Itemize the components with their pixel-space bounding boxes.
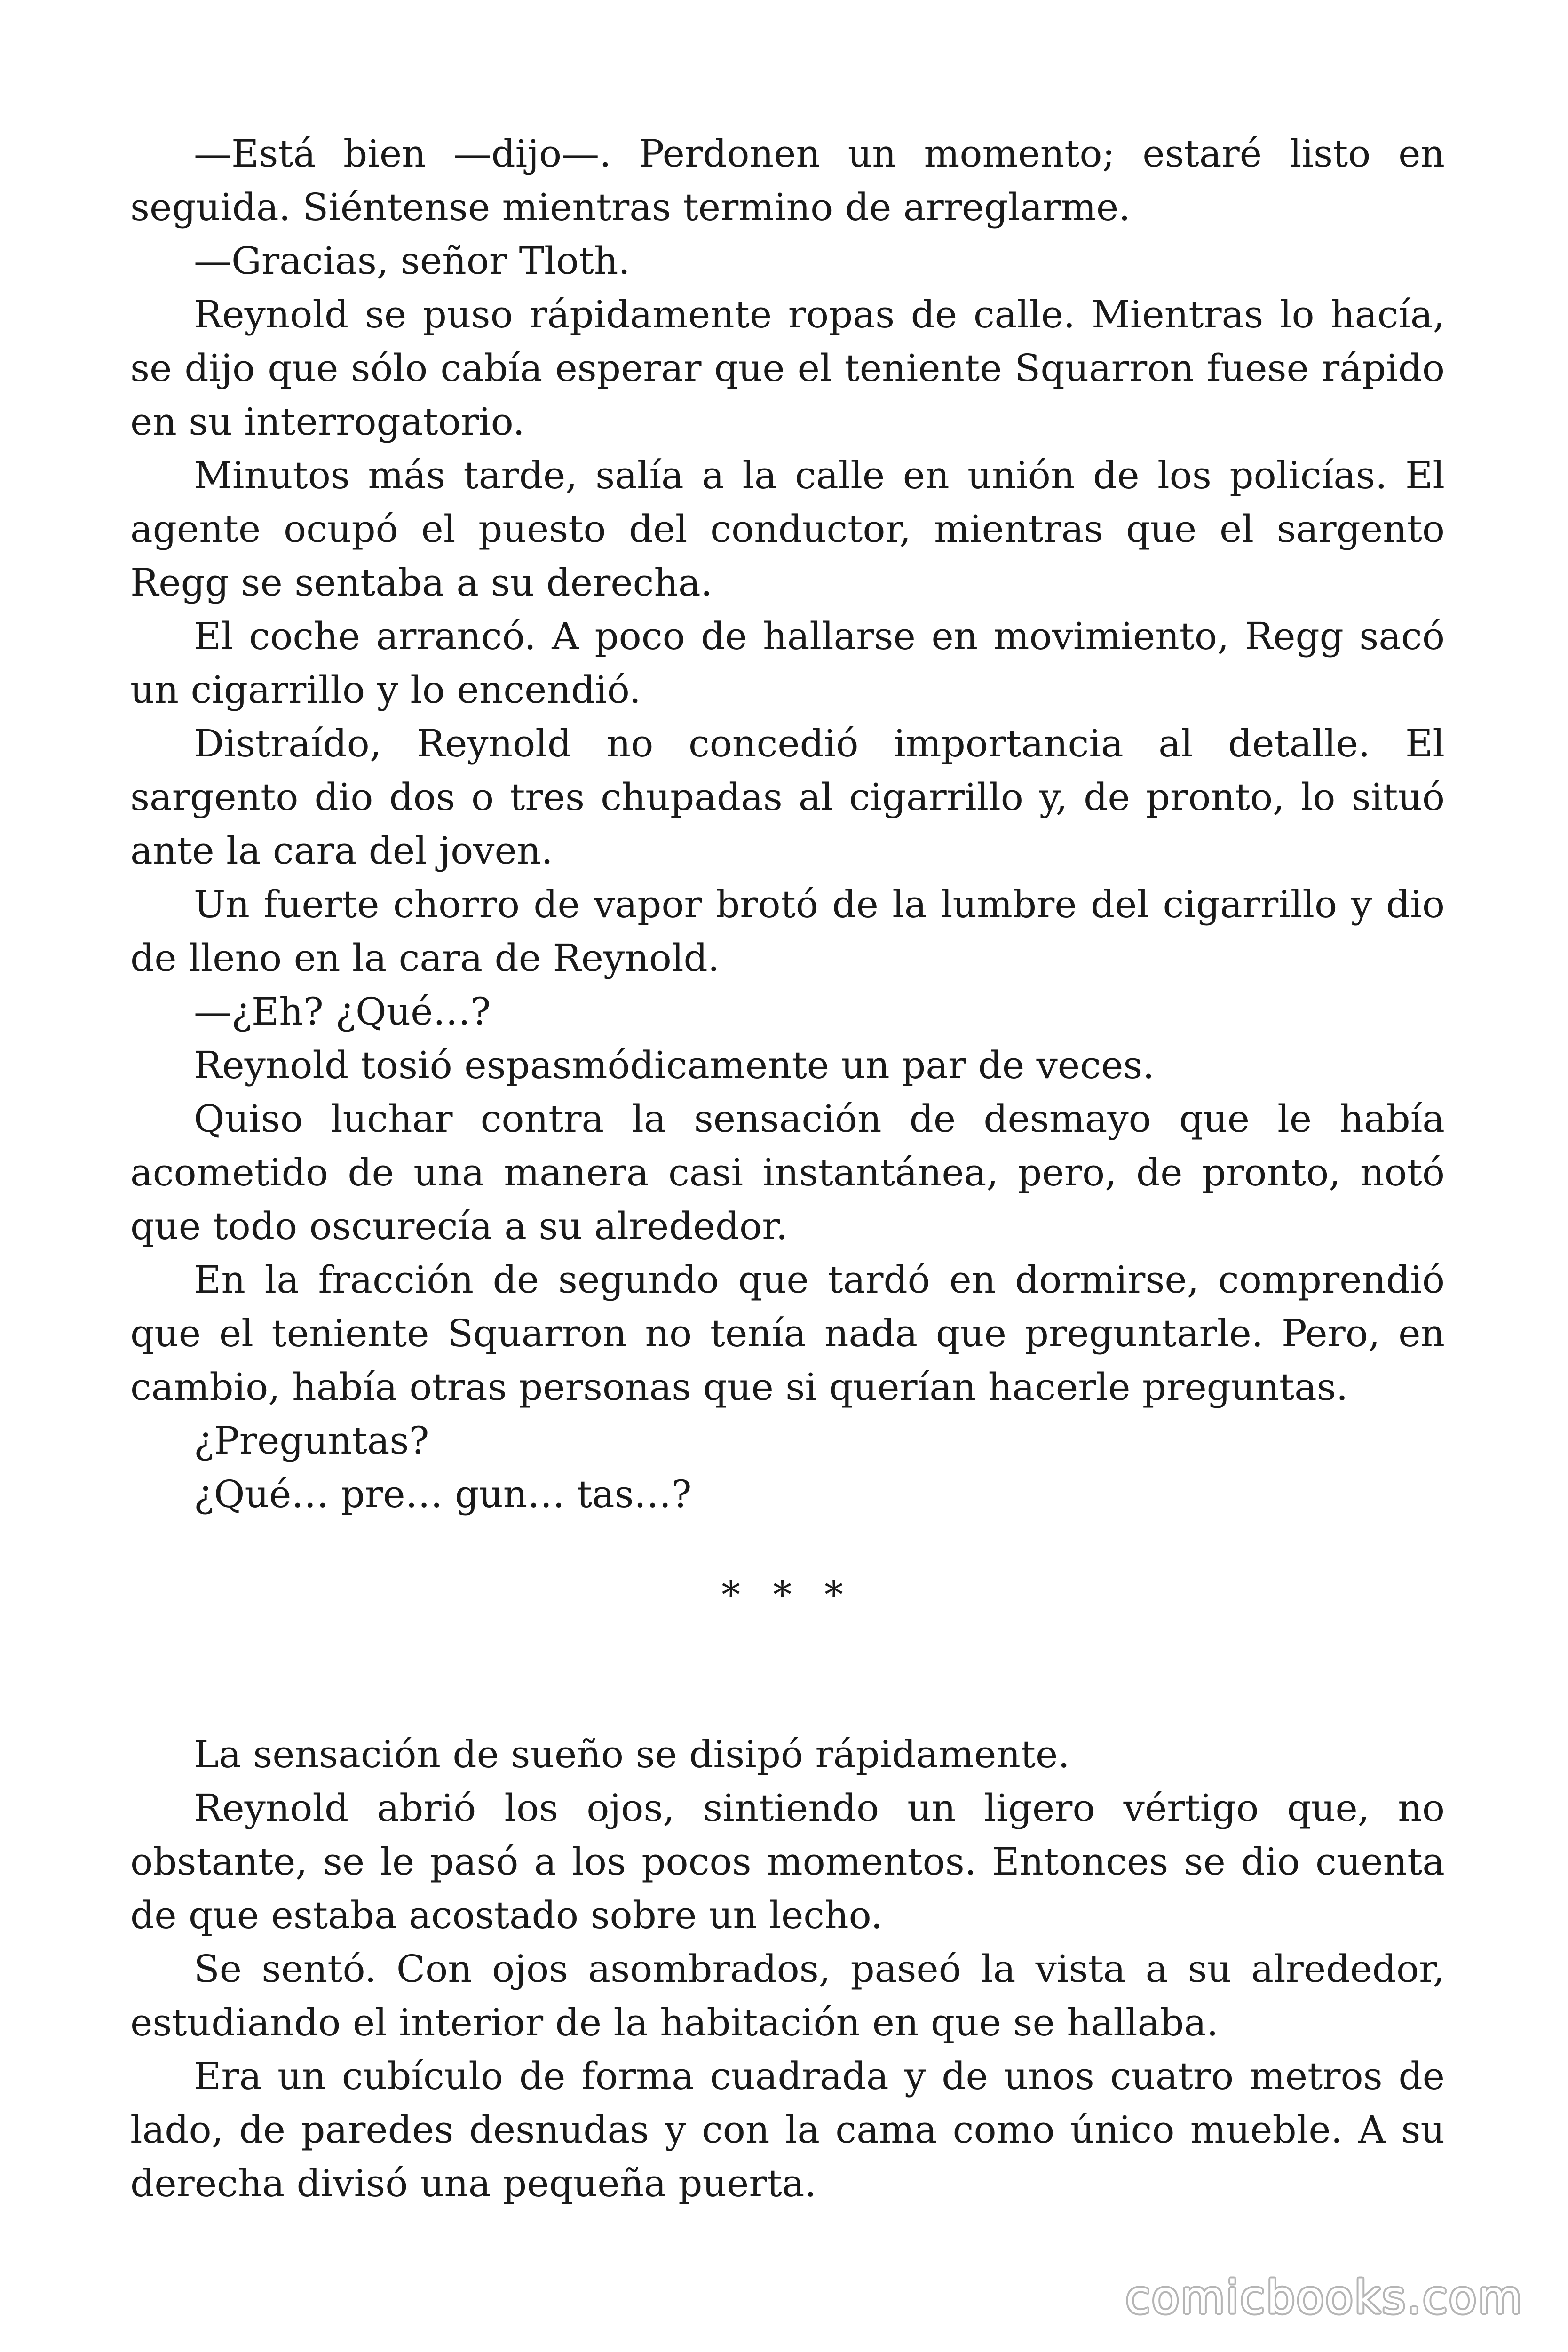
paragraph: Un fuerte chorro de vapor brotó de la lumbre del cigarrillo y dio de lleno en la cara de Reynold. (130, 882, 1445, 980)
page-body (130, 127, 1445, 2210)
paragraph: Reynold tosió espasmódicamente un par de veces. (194, 1043, 1155, 1087)
paragraph: Reynold se puso rápidamente ropas de calle. Mientras lo hacía, se dijo que sólo cabía esperar que el teniente Squarron fuese rápido en su interrogatorio. (130, 293, 1445, 444)
paragraph: —¿Eh? ¿Qué…? (194, 990, 491, 1033)
watermark-logo: comicbooks.com (1125, 2271, 1523, 2324)
paragraph: Quiso luchar contra la sensación de desmayo que le había acometido de una manera casi instantánea, pero, de pronto, notó que todo oscurecía a su alrededor. (130, 1097, 1445, 1248)
paragraph: —Gracias, señor Tloth. (194, 239, 630, 283)
paragraph: Se sentó. Con ojos asombrados, paseó la vista a su alrededor, estudiando el interior de la habitación en que se hallaba. (130, 1947, 1445, 2044)
section-separator: * * * (721, 1573, 854, 1617)
paragraph: La sensación de sueño se disipó rápidamente. (194, 1732, 1070, 1776)
paragraph: En la fracción de segundo que tardó en dormirse, comprendió que el teniente Squarron no tenía nada que preguntarle. Pero, en cambio, había otras personas que si querían hacerle preguntas. (130, 1258, 1445, 1409)
paragraph: Minutos más tarde, salía a la calle en unión de los policías. El agente ocupó el puesto del conductor, mientras que el sargento Regg se sentaba a su derecha. (130, 453, 1445, 604)
paragraph: ¿Preguntas? (194, 1419, 429, 1462)
paragraph: Era un cubículo de forma cuadrada y de unos cuatro metros de lado, de paredes desnudas y con la cama como único mueble. A su derecha divisó una pequeña puerta. (130, 2054, 1445, 2205)
paragraph: —Está bien —dijo—. Perdonen un momento; estaré listo en seguida. Siéntense mientras termino de arreglarme. (130, 132, 1445, 229)
paragraph: ¿Qué… pre… gun… tas…? (194, 1472, 692, 1516)
paragraph: Distraído, Reynold no concedió importancia al detalle. El sargento dio dos o tres chupadas al cigarrillo y, de pronto, lo situó ante la cara del joven. (130, 722, 1445, 873)
paragraph: El coche arrancó. A poco de hallarse en movimiento, Regg sacó un cigarrillo y lo encendió. (130, 614, 1445, 712)
paragraph: Reynold abrió los ojos, sintiendo un ligero vértigo que, no obstante, se le pasó a los pocos momentos. Entonces se dio cuenta de que estaba acostado sobre un lecho. (130, 1786, 1445, 1937)
